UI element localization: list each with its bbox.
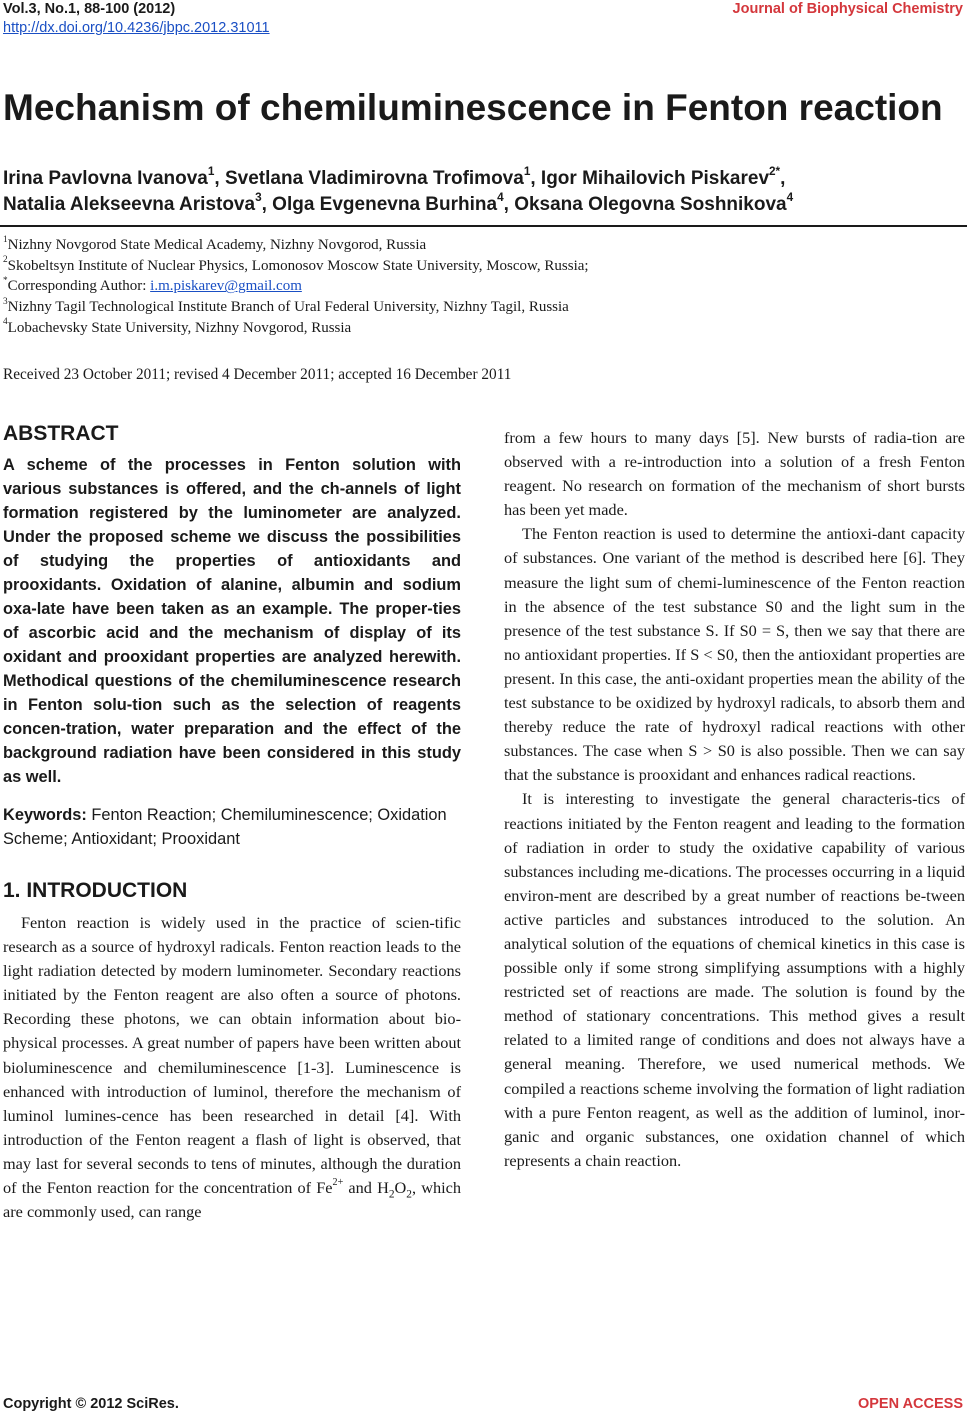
journal-name: Journal of Biophysical Chemistry <box>732 1 963 17</box>
introduction-heading: 1. INTRODUCTION <box>3 879 188 902</box>
corresponding-author <box>3 276 953 297</box>
keywords-label: Keywords: <box>3 806 87 824</box>
affiliation-mark: * <box>3 276 8 287</box>
affiliation-text: Nizhny Tagil Technological Institute Branch of Ural Federal University, Nizhny Tagil, Russia <box>7 299 569 316</box>
author-separator: , <box>261 194 273 215</box>
affiliation-mark: 2 <box>3 255 8 266</box>
received-dates: Received 23 October 2011; revised 4 December 2011; accepted 16 December 2011 <box>3 366 512 383</box>
intro-paragraph-1-continued: from a few hours to many days [5]. New bursts of radia-tion are observed with a re-introduction into a solution of a fresh Fenton reagent. No research on formation of the mechanism of short bursts has been yet made. <box>504 428 965 520</box>
abstract-heading: ABSTRACT <box>3 422 119 445</box>
copyright-notice: Copyright © 2012 SciRes. <box>3 1396 179 1412</box>
author-line-1 <box>3 166 965 192</box>
author-separator: , <box>780 168 786 189</box>
superscript: 2+ <box>332 1177 344 1189</box>
author-line-2 <box>3 192 965 218</box>
affiliation-mark: 1 <box>3 234 8 245</box>
abstract-text: A scheme of the processes in Fenton solution with various substances is offered, and the ch-annels of light formation registered by the luminometer are analyzed. Under the proposed scheme we discuss the possibilities of studying the properties of antioxidants and prooxidants. Oxidation of alanine, albumin and sodium oxa-late have been taken as an example. The proper-ties of ascorbic acid and the mechanism of display of its oxidant and prooxidant properties are analyzed herewith. Methodical questions of the chemiluminescence research in Fenton solu-tion such as the selection of reagents concen-tration, water preparation and the effect of the background radiation have been considered in this study as well. <box>3 456 461 786</box>
author-affil-mark: 4 <box>497 190 504 204</box>
keywords-text: Fenton Reaction; Chemiluminescence; Oxidation Scheme; Antioxidant; Prooxidant <box>3 806 447 848</box>
paragraph-text: and H <box>343 1178 389 1198</box>
affiliation-item <box>3 235 953 256</box>
affiliation-text: Nizhny Novgorod State Medical Academy, Nizhny Novgorod, Russia <box>7 237 427 253</box>
paper-title: Mechanism of chemiluminescence in Fenton reaction <box>3 87 943 128</box>
affiliation-item <box>3 256 953 277</box>
intro-paragraph-2: The Fenton reaction is used to determine the antioxi-dant capacity of substances. One variant of the method is described here [6]. They measure the light sum of chemi-luminescence of the Fenton reaction in the absence of the test substance S0 and the light sum in the presence of the test substance S. If S0 = S, then we say that there are no antioxidant properties. If S < S0, then the antioxidant properties are present. In this case, the anti-oxidant properties mean the ability of the test substance to be oxidized by hydroxyl radicals, to absorb them and thereby reduce the rate of hydroxyl radical reactions with other substances. The case when S > S0 is also possible. Then we can say that the substance is prooxidant and enhances radical reactions. <box>504 524 965 785</box>
subscript: 2 <box>406 1188 412 1201</box>
right-column <box>504 426 965 1173</box>
paragraph-text: Fenton reaction is widely used in the practice of scien-tific research as a source of hydroxyl radicals. Fenton reaction leads to the light radiation detected by modern luminometer. Secondary reactions initiated by the Fenton reagent are also often a source of photons. Recording these photons, we can obtain information about bio-physical processes. A great number of papers have been written about bioluminescence and chemiluminescence [1-3]. Luminescence is enhanced with introduction of luminol, therefore the mechanism of luminol lumines-cence has been researched in detail [4]. With introduction of the Fenton reagent a flash of light is observed, that may last for several seconds to tens of minutes, although the duration of the Fenton reaction for the concentration of Fe <box>3 913 461 1198</box>
author-affil-mark: 2* <box>769 164 781 178</box>
affiliation-text: Corresponding Author: <box>7 278 151 295</box>
affiliation-mark: 4 <box>3 317 8 328</box>
keywords <box>3 803 461 851</box>
author-affil-mark: 4 <box>786 190 794 204</box>
author-list <box>3 166 965 218</box>
author-affil-mark: 1 <box>207 164 215 178</box>
author-separator: , <box>530 168 541 189</box>
left-column <box>3 420 461 1224</box>
affiliation-mark: 3 <box>3 296 8 307</box>
author-affil-mark: 1 <box>523 164 531 178</box>
subscript: 2 <box>388 1188 395 1201</box>
author-separator: , <box>214 168 225 189</box>
paragraph-text: , which are commonly used, can range <box>3 1178 461 1222</box>
affiliation-item <box>3 318 953 339</box>
author-affil-mark: 3 <box>255 190 262 204</box>
affiliation-item <box>3 297 953 318</box>
affiliation-text: Skobeltsyn Institute of Nuclear Physics, Lomonosov Moscow State University, Moscow, Russia; <box>7 257 589 274</box>
author-name: Svetlana Vladimirovna Trofimova <box>224 168 524 189</box>
author-name: Natalia Alekseevna Aristova <box>3 194 256 215</box>
header-divider <box>0 225 967 227</box>
author-name: Olga Evgenevna Burhina <box>272 194 498 215</box>
open-access-badge: OPEN ACCESS <box>857 1396 963 1412</box>
intro-paragraph-1 <box>3 911 461 1224</box>
affiliations <box>3 235 953 339</box>
doi-link[interactable]: http://dx.doi.org/10.4236/jbpc.2012.31011 <box>3 20 270 36</box>
affiliation-text: Lobachevsky State University, Nizhny Novgorod, Russia <box>7 319 352 336</box>
paragraph-text: O <box>394 1178 407 1198</box>
author-email-link[interactable]: i.m.piskarev@gmail.com <box>150 278 302 295</box>
intro-paragraph-3: It is interesting to investigate the general characteris-tics of reactions initiated by the Fenton reagent and leading to the formation of radiation in order to study the oxidative capability of various substances including me-dications. The processes occurring in a liquid environ-ment are described by a great number of reactions be-tween active particles and substances introduced to the solution. An analytical solution of the equations of chemical kinetics in this case is possible only if some strong simplifying assumptions with a highly restricted set of reactions are made. The solution is found by the method of stationary concentrations. This method gives a result related to a limited range of conditions and does not always have a general meaning. Therefore, we used numerical methods. We compiled a reactions scheme involving the formation of light radiation with a pure Fenton reagent, as well as the addition of luminol, inor-ganic and organic substances, one oxidation channel of which represents a chain reaction. <box>504 789 965 1170</box>
author-separator: , <box>503 194 515 215</box>
author-name: Oksana Olegovna Soshnikova <box>514 194 787 215</box>
volume-info: Vol.3, No.1, 88-100 (2012) <box>3 1 176 17</box>
author-name: Igor Mihailovich Piskarev <box>540 168 770 189</box>
author-name: Irina Pavlovna Ivanova <box>3 168 208 189</box>
